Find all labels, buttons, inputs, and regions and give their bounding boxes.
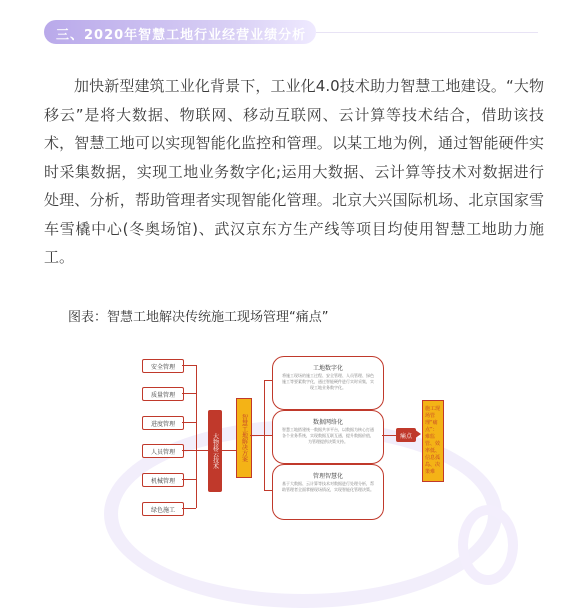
panel-body: 基于大数据、云计算等技术对数据进行处理分析，帮助管理者全面掌握现场情况，实现智能化管理决策。 <box>282 481 374 492</box>
left-item: 质量管理 <box>142 387 184 401</box>
paragraph-text: 加快新型建筑工业化背景下，工业化4.0技术助力智慧工地建设。“大物移云”是将大数据、物联网、移动互联网、云计算等技术结合，借助该技术，智慧工地可以实现智能化监控和管理。以某工地为例，通过智能硬件实时采集数据，实现工地业务数字化;运用大数据、云计算等技术对数据进行处理、分析，帮助管理者实现智能化管理。北京大兴国际机场、北京国家雪车雪橇中心(冬奥场馆)、武汉京东方生产线等项目均使用智慧工地助力施工。 <box>44 77 544 266</box>
arrow-label: 痛点 <box>396 428 416 442</box>
section-header <box>44 20 316 44</box>
connector <box>222 450 236 451</box>
left-item: 机械管理 <box>142 473 184 487</box>
connector <box>182 508 196 509</box>
header-divider <box>316 32 538 33</box>
connector <box>182 393 196 394</box>
connector <box>182 450 196 451</box>
panel-body: 智慧工地搭建统一数据共享平台，以数据为核心打通各个业务系统，实现数据互联互通，提升数据价值，为管理提供决策支持。 <box>282 427 374 444</box>
connector <box>264 435 272 436</box>
connector <box>250 435 264 436</box>
arrow-icon <box>414 429 421 439</box>
body-paragraph <box>44 72 544 272</box>
panel-body: 将施工现场的施工过程、安全管理、人员管理、绿色施工等要素数字化，通过智能硬件进行实时采集，实现工地业务数字化。 <box>282 373 374 390</box>
left-item: 绿色施工 <box>142 502 184 516</box>
connector <box>196 450 208 451</box>
left-item: 人员管理 <box>142 444 184 458</box>
panel-digitization <box>272 356 384 410</box>
flow-diagram <box>128 340 458 530</box>
panel-title: 工地数字化 <box>312 365 343 372</box>
connector <box>196 365 197 508</box>
connector <box>382 435 396 436</box>
connector <box>182 479 196 480</box>
connector <box>264 380 272 381</box>
figure-caption: 图表：智慧工地解决传统施工现场管理“痛点” <box>68 310 329 325</box>
panel-title: 数据网络化 <box>312 419 343 426</box>
background-decoration-small <box>458 505 518 585</box>
left-item: 安全管理 <box>142 359 184 373</box>
center-red-box: 大物移云技术 <box>208 410 222 492</box>
connector <box>264 490 272 491</box>
result-box: 施工现场管理“痛点”：难监管、效率低、信息孤岛、决策难 <box>422 400 444 482</box>
section-title: 三、2020年智慧工地行业经营业绩分析 <box>56 28 307 43</box>
connector <box>182 365 196 366</box>
center-yellow-box: 智慧工地解决方案 <box>236 398 252 478</box>
panel-smart-management <box>272 464 384 520</box>
left-item: 进度管理 <box>142 416 184 430</box>
connector <box>182 422 196 423</box>
panel-title: 管理智慧化 <box>312 473 343 480</box>
panel-networking <box>272 410 384 464</box>
